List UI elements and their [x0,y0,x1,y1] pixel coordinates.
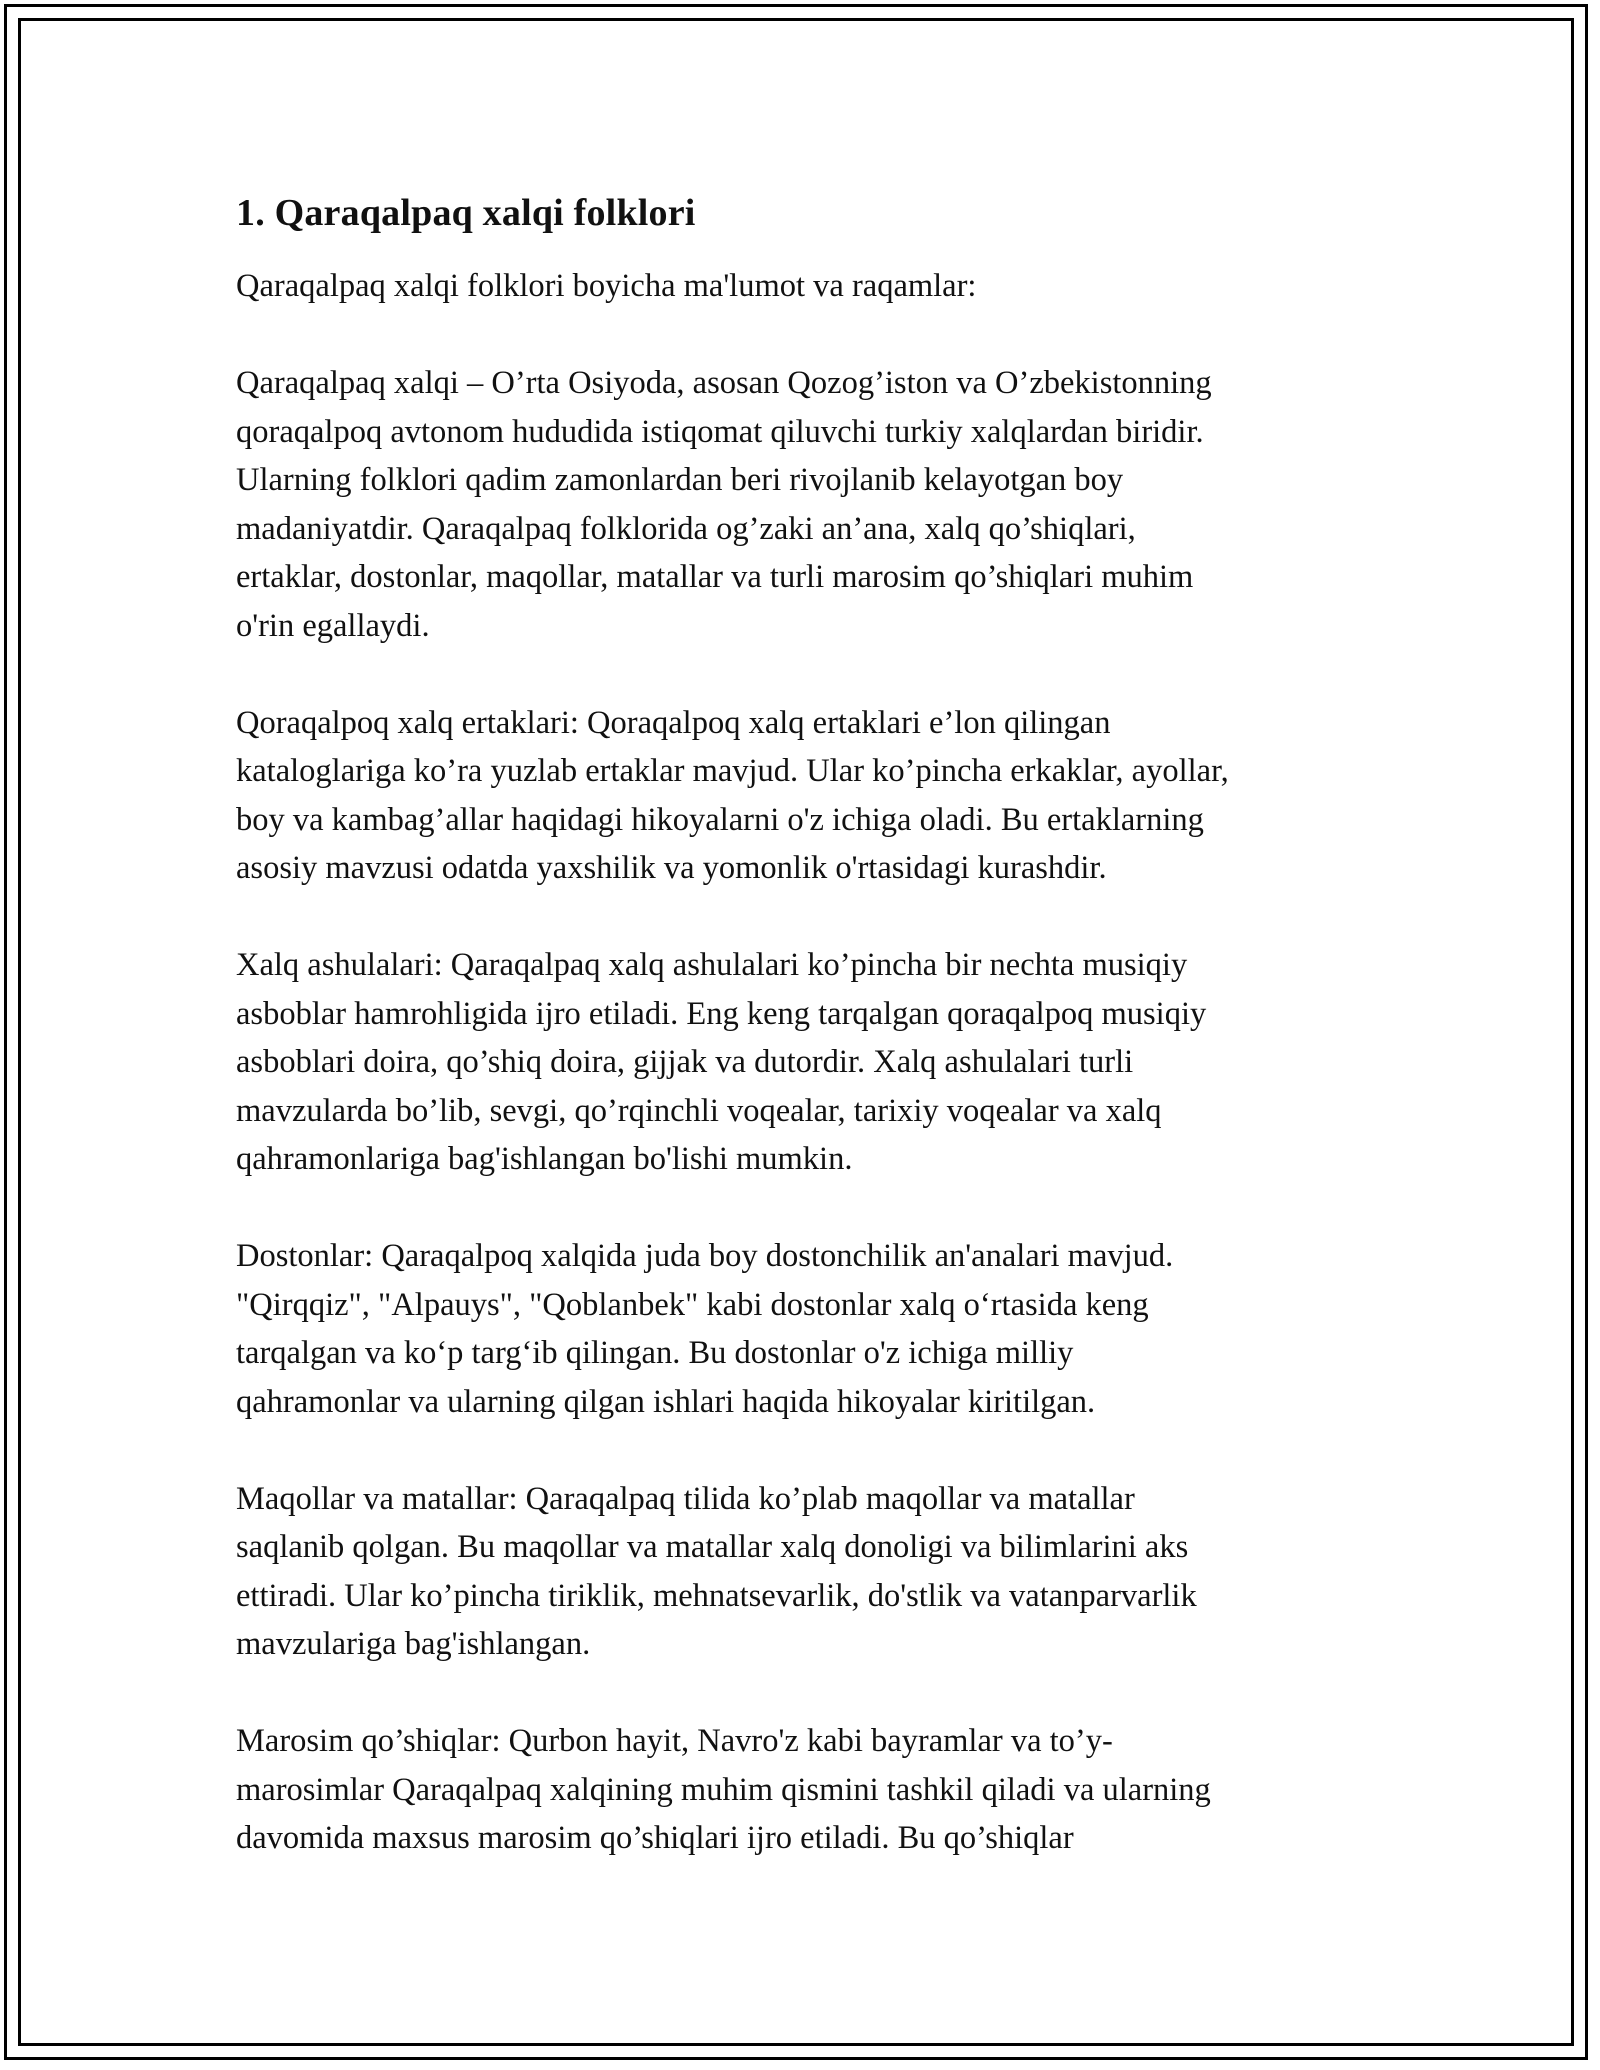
text-line: asboblari doira, qo’shiq doira, gijjak va dutordir. Xalq ashulalari turli [236,1044,1134,1080]
text-line: tarqalgan va ko‘p targ‘ib qilingan. Bu dostonlar o'z ichiga milliy [236,1335,1074,1371]
text-line: Maqollar va matallar: Qaraqalpaq tilida ko’plab maqollar va matallar [236,1480,1135,1517]
text-line: Ularning folklori qadim zamonlardan beri rivojlanib kelayotgan boy [236,462,1124,498]
text-line: asosiy mavzusi odatda yaxshilik va yomonlik o'rtasidagi kurashdir. [236,850,1107,886]
section-heading: 1. Qaraqalpaq xalqi folklori [236,192,696,234]
text-line: qahramonlar va ularning qilgan ishlari haqida hikoyalar kiritilgan. [236,1383,1096,1420]
text-line: madaniyatdir. Qaraqalpaq folklorida og’zaki an’ana, xalq qo’shiqlari, [236,510,1136,547]
text-line: Marosim qo’shiqlar: Qurbon hayit, Navro'z kabi bayramlar va to’y- [236,1723,1113,1759]
text-line: mavzularda bo’lib, sevgi, qo’rqinchli voqealar, tarixiy voqealar va xalq [236,1092,1162,1129]
text-line: Qaraqalpaq xalqi folklori boyicha ma'lumot va raqamlar: [236,268,977,304]
text-line: ettiradi. Ular ko’pincha tiriklik, mehnatsevarlik, do'stlik va vatanparvarlik [236,1577,1197,1614]
text-line: o'rin egallaydi. [236,607,430,644]
text-line: asboblar hamrohligida ijro etiladi. Eng keng tarqalgan qoraqalpoq musiqiy [236,995,1207,1032]
text-line: Xalq ashulalari: Qaraqalpaq xalq ashulalari ko’pincha bir nechta musiqiy [236,947,1188,983]
text-line: Dostonlar: Qaraqalpoq xalqida juda boy dostonchilik an'analari mavjud. [236,1238,1174,1274]
document-body [236,186,1376,1911]
text-line: saqlanib qolgan. Bu maqollar va matallar xalq donoligi va bilimlarini aks [236,1529,1189,1565]
intro-paragraph [236,262,1376,311]
paragraph-folk-tales [236,699,1376,893]
text-line: "Qirqqiz", "Alpauys", "Qoblanbek" kabi dostonlar xalq o‘rtasida keng [236,1286,1149,1323]
paragraph-ritual-songs [236,1717,1376,1863]
text-line: marosimlar Qaraqalpaq xalqining muhim qismini tashkil qiladi va ularning [236,1771,1211,1808]
text-line: qahramonlariga bag'ishlangan bo'lishi mumkin. [236,1141,853,1177]
text-line: qoraqalpoq avtonom hududida istiqomat qiluvchi turkiy xalqlardan biridir. [236,413,1204,450]
text-line: Qoraqalpoq xalq ertaklari: Qoraqalpoq xalq ertaklari e’lon qilingan [236,704,1111,741]
text-line: davomida maxsus marosim qo’shiqlari ijro etiladi. Bu qo’shiqlar [236,1820,1074,1856]
paragraph-proverbs [236,1475,1376,1669]
text-line: mavzulariga bag'ishlangan. [236,1626,591,1662]
paragraph-overview [236,359,1376,650]
text-line: boy va kambag’allar haqidagi hikoyalarni o'z ichiga oladi. Bu ertaklarning [236,801,1204,838]
text-line: kataloglariga ko’ra yuzlab ertaklar mavjud. Ular ko’pincha erkaklar, ayollar, [236,753,1229,789]
text-line: Qaraqalpaq xalqi – O’rta Osiyoda, asosan Qozog’iston va O’zbekistonning [236,365,1212,401]
paragraph-epics [236,1232,1376,1426]
text-line: ertaklar, dostonlar, maqollar, matallar va turli marosim qo’shiqlari muhim [236,559,1194,595]
paragraph-folk-songs [236,941,1376,1184]
